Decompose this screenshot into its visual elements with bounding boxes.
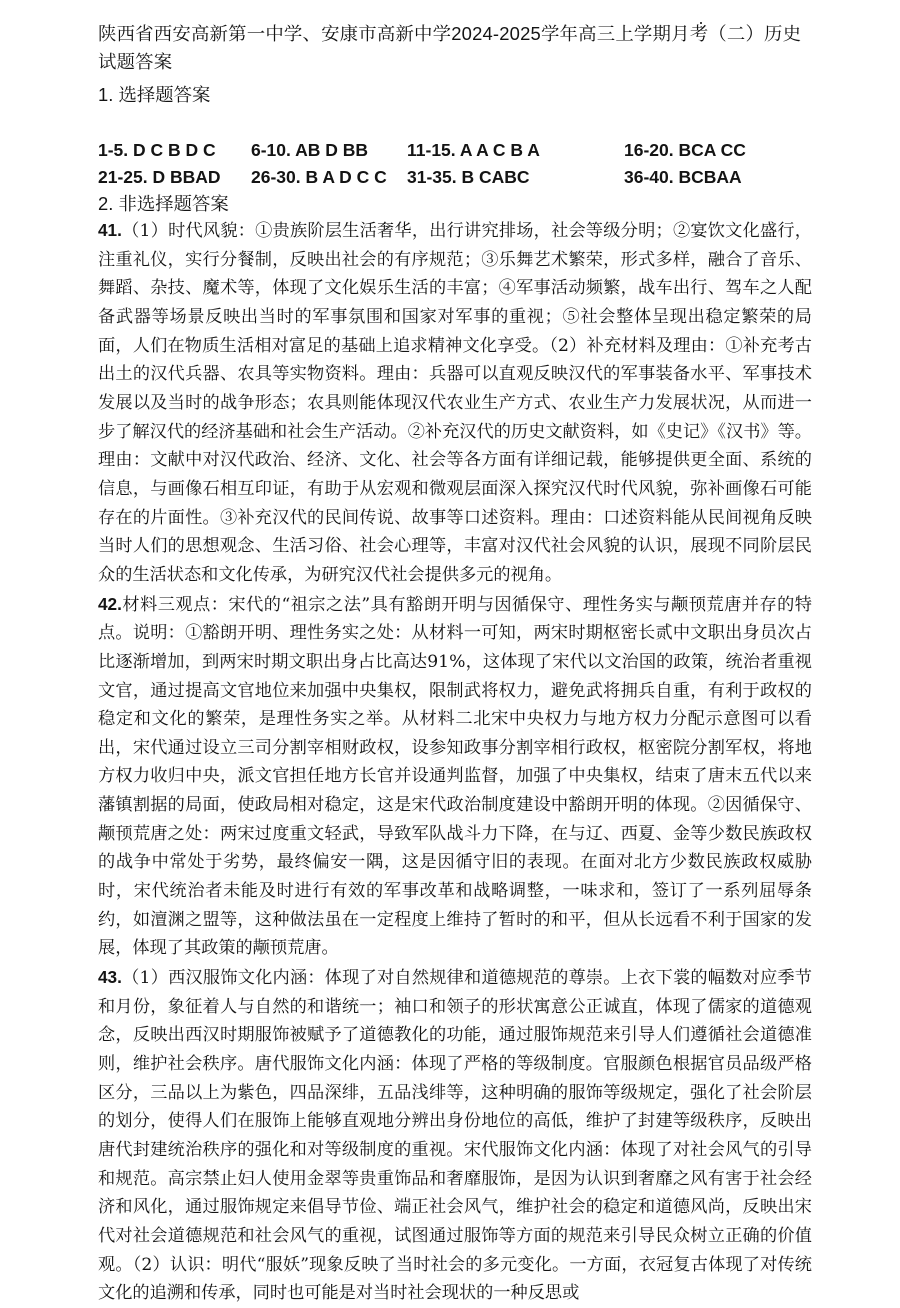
answer-42: 42.材料三观点：宋代的“祖宗之法”具有豁朗开明与因循保守、理性务实与颟顸荒唐并存的特点。说明：①豁朗开明、理性务实之处：从材料一可知，两宋时期枢密长贰中文职出身员次占比逐渐增加，到两宋时期文职出身占比高达91%，这体现了宋代以文治国的政策，统治者重视文官，通过提高文官地位来加强中央集权，限制武将权力，避免武将拥兵自重，有利于政权的稳定和文化的繁荣，是理性务实之举。从材料二北宋中央权力与地方权力分配示意图可以看出，宋代通过设立三司分割宰相财政权，设参知政事分割宰相行政权，枢密院分割军权，将地方权力收归中央，派文官担任地方长官并设通判监督，加强了中央集权，结束了唐末五代以来藩镇割据的局面，使政局相对稳定，这是宋代政治制度建设中豁朗开明的体现。②因循保守、颟顸荒唐之处：两宋过度重文轻武，导致军队战斗力下降，在与辽、西夏、金等少数民族政权的战争中常处于劣势，最终偏安一隅，这是因循守旧的表现。在面对北方少数民族政权威胁时，宋代统治者未能及时进行有效的军事改革和战略调整，一味求和，签订了一系列屈辱条约，如澶渊之盟等，这种做法虽在一定程度上维持了暂时的和平，但从长远看不利于国家的发展，体现了其政策的颟顸荒唐。	[98, 593, 812, 959]
answer-group: 31-35. B CABC	[407, 167, 530, 187]
answer-group: 36-40. BCBAA	[624, 167, 742, 187]
nonchoice-section-heading: 2. 非选择题答案	[98, 193, 229, 214]
answer-group: 6-10. AB D BB	[251, 140, 369, 160]
answer-group: 16-20. BCA CC	[624, 140, 746, 160]
answer-group: 1-5. D C B D C	[98, 140, 216, 160]
choice-section-heading: 1. 选择题答案	[98, 84, 211, 105]
answer-group: 26-30. B A D C C	[251, 167, 387, 187]
answer-body	[98, 216, 812, 1308]
document-title: 陕西省西安高新第一中学、安康市高新中学2024-2025学年高三上学期月考（二）历史试题答案	[98, 23, 802, 72]
answer-43: 43.（1）西汉服饰文化内涵：体现了对自然规律和道德规范的尊崇。上衣下裳的幅数对应季节和月份，象征着人与自然的和谐统一；袖口和领子的形状寓意公正诚直，体现了儒家的道德观念，反映出西汉时期服饰被赋予了道德教化的功能，通过服饰规范来引导人们遵循社会道德准则，维护社会秩序。唐代服饰文化内涵：体现了严格的等级制度。官服颜色根据官员品级严格区分，三品以上为紫色，四品深绯，五品浅绯等，这种明确的服饰等级规定，强化了社会阶层的划分，使得人们在服饰上能够直观地分辨出身份地位的高低，维护了封建等级秩序，反映出唐代封建统治秩序的强化和对等级制度的重视。宋代服饰文化内涵：体现了对社会风气的引导和规范。高宗禁止妇人使用金翠等贵重饰品和奢靡服饰，是因为认识到奢靡之风有害于社会经济和风化，通过服饰规定来倡导节俭、端正社会风气，维护社会的稳定和道德风尚，反映出宋代对社会道德规范和社会风气的重视，试图通过服饰等方面的规范来引导民众树立正确的价值观。（2）认识：明代“服妖”现象反映了当时社会的多元变化。一方面，衣冠复古体现了对传统文化的追溯和传承，同时也可能是对当时社会现状的一种反思或	[98, 967, 812, 1304]
answer-group: 11-15. A A C B A	[407, 140, 540, 160]
answer-group: 21-25. D BBAD	[98, 167, 221, 187]
answer-41: 41.（1）时代风貌：①贵族阶层生活奢华，出行讲究排场，社会等级分明；②宴饮文化盛行，注重礼仪，实行分餐制，反映出社会的有序规范；③乐舞艺术繁荣，形式多样，融合了音乐、舞蹈、杂技、魔术等，体现了文化娱乐生活的丰富；④军事活动频繁，战车出行、驾车之人配备武器等场景反映出当时的军事氛围和国家对军事的重视；⑤社会整体呈现出稳定繁荣的局面，人们在物质生活相对富足的基础上追求精神文化享受。（2）补充材料及理由：①补充考古出土的汉代兵器、农具等实物资料。理由：兵器可以直观反映汉代的军事装备水平、军事技术发展以及当时的战争形态；农具则能体现汉代农业生产方式、农业生产力发展状况，从而进一步了解汉代的经济基础和社会生产活动。②补充汉代的历史文献资料，如《史记》《汉书》等。理由：文献中对汉代政治、经济、文化、社会等各方面有详细记载，能够提供更全面、系统的信息，与画像石相互印证，有助于从宏观和微观层面深入探究汉代时代风貌，弥补画像石可能存在的片面性。③补充汉代的民间传说、故事等口述资料。理由：口述资料能从民间视角反映当时人们的思想观念、生活习俗、社会心理等，丰富对汉代社会风貌的认识，展现不同阶层民众的生活状态和文化传承，为研究汉代社会提供多元的视角。	[98, 220, 812, 585]
